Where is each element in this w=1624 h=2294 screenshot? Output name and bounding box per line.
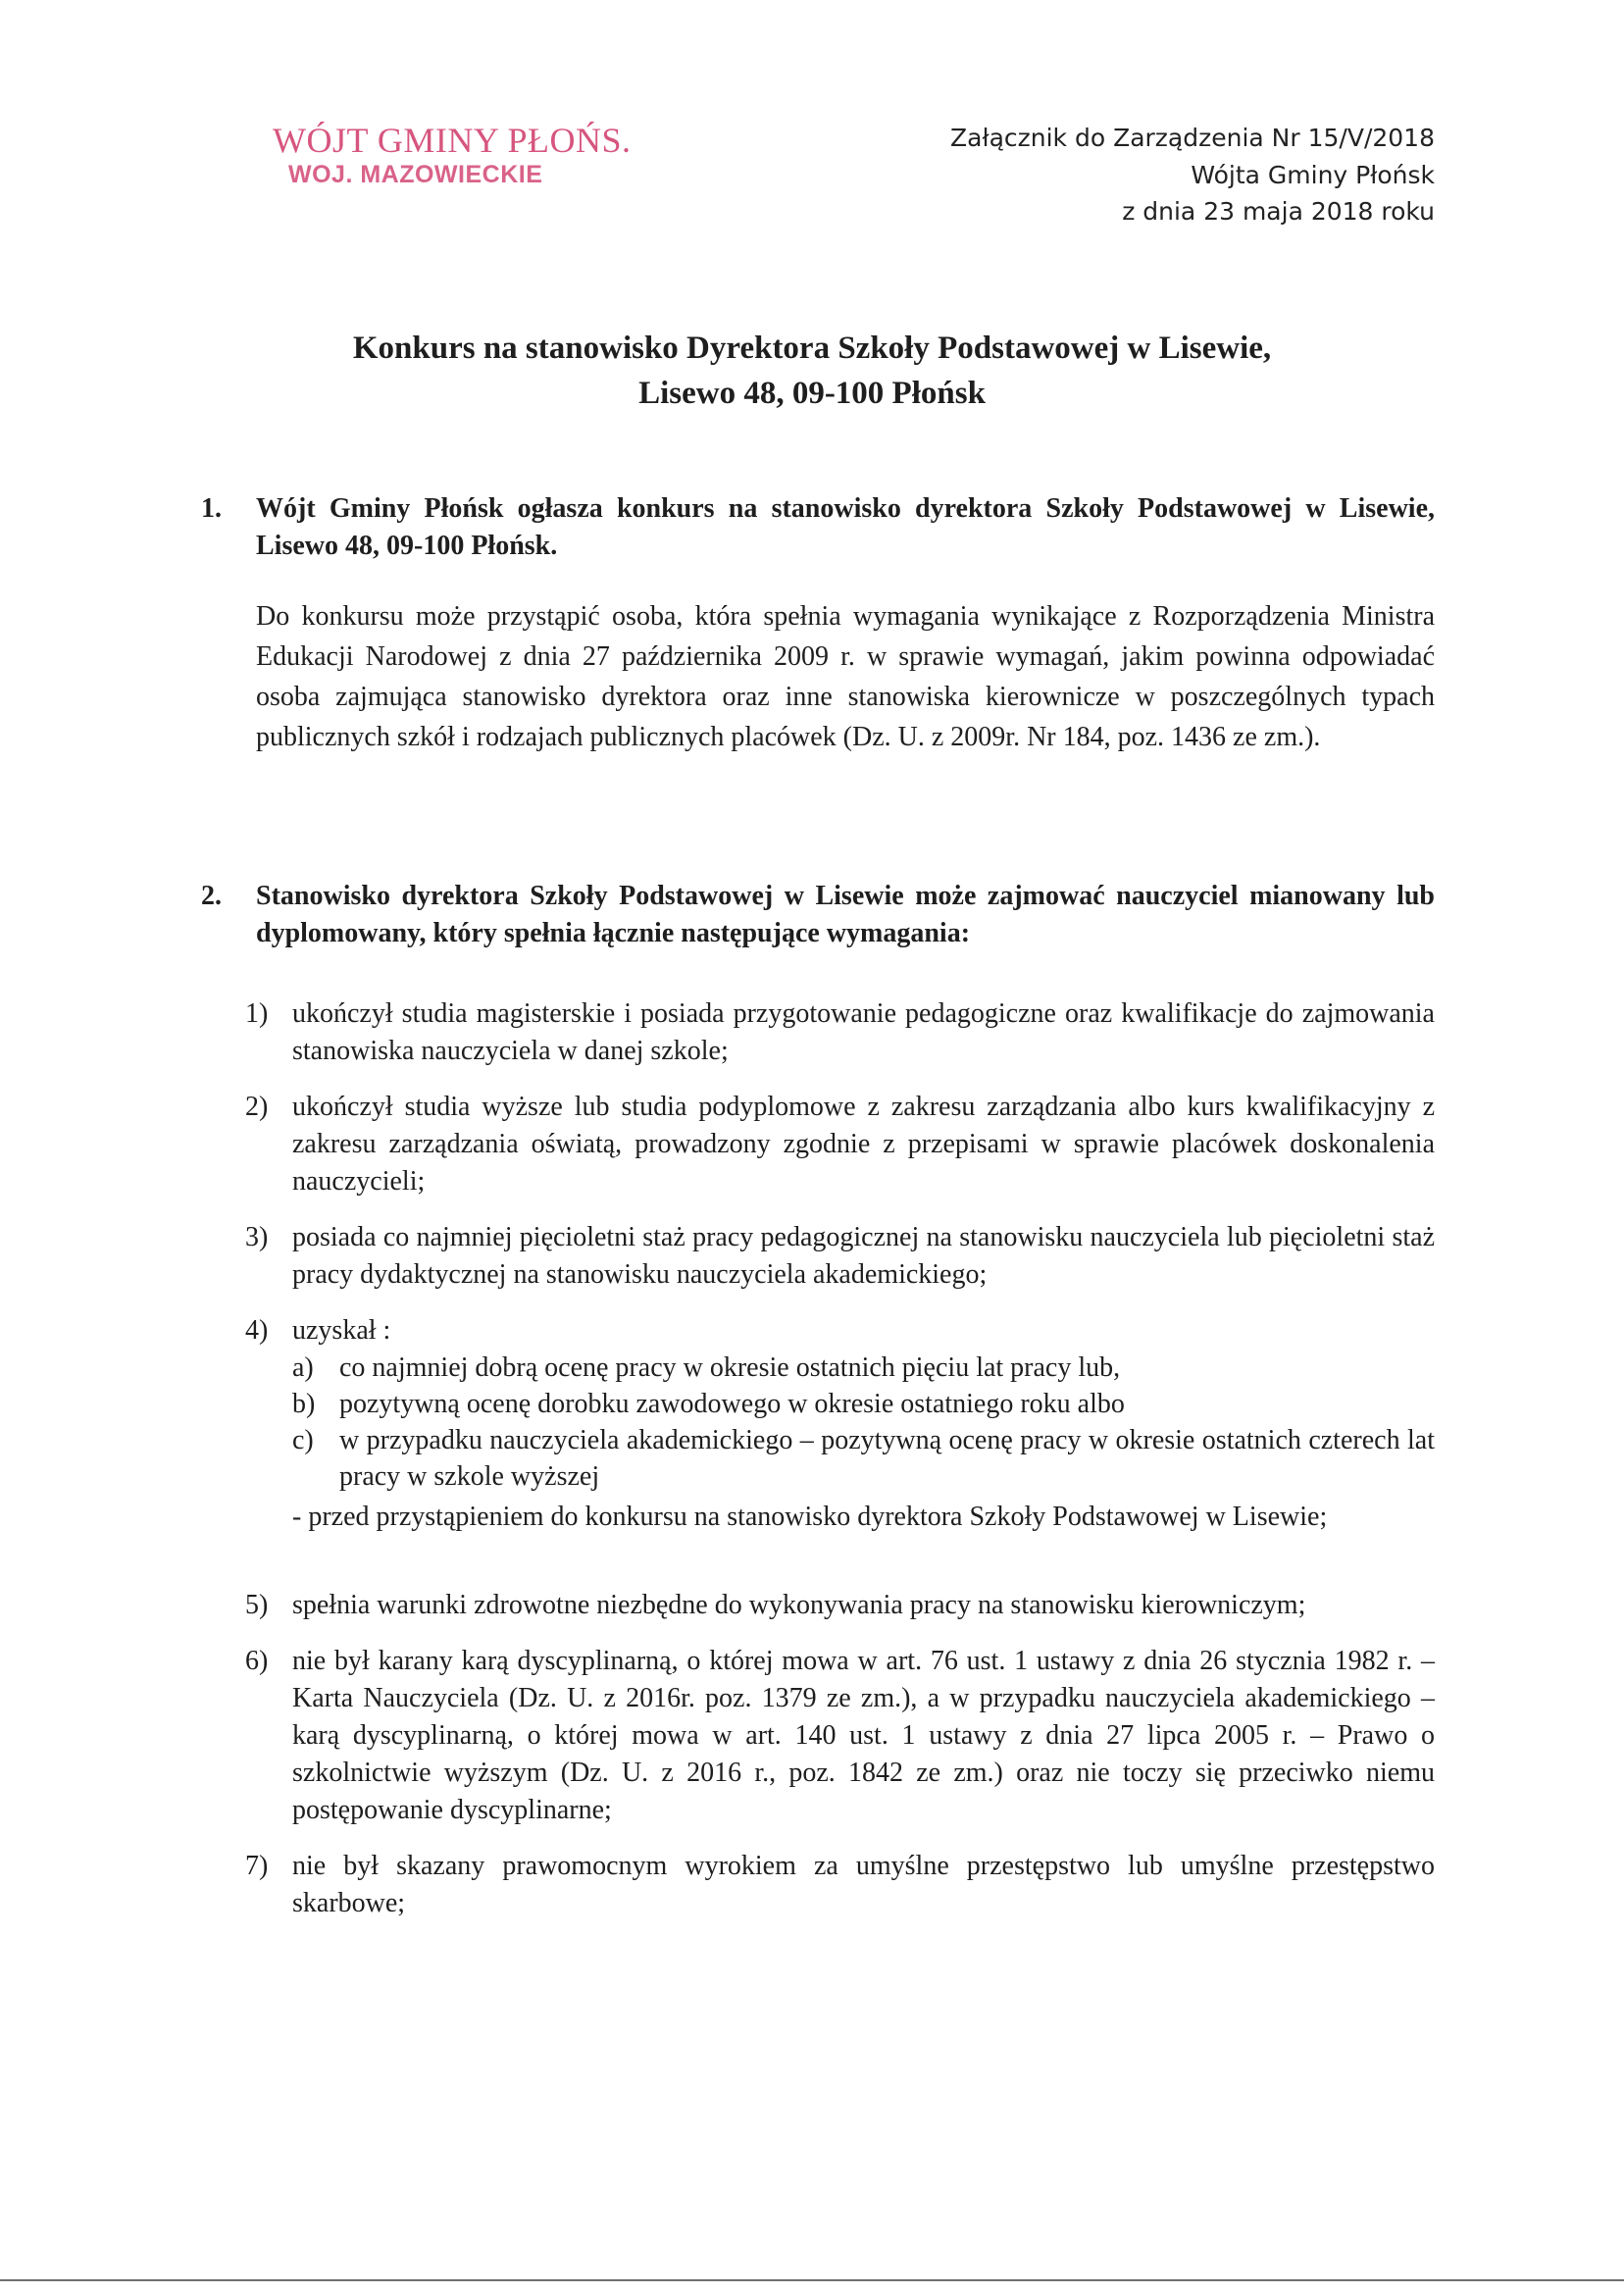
item-number: 3) [245, 1222, 269, 1252]
section-2 [201, 878, 1435, 952]
item-text: ukończył studia magisterskie i posiada przygotowanie pedagogiczne oraz kwalifikacje do zajmowania stanowiska nauczyciela w danej szkole; [292, 998, 1435, 1066]
section-heading: Wójt Gminy Płońsk ogłasza konkurs na stanowisko dyrektora Szkoły Podstawowej w Lisewie, Lisewo 48, 09-100 Płońsk. [256, 493, 1435, 561]
annex-line-date: z dnia 23 maja 2018 roku [1122, 197, 1435, 226]
item-tail-text: - przed przystąpieniem do konkursu na stanowisko dyrektora Szkoły Podstawowej w Lisewie; [292, 1502, 1328, 1532]
sub-item [292, 1422, 1435, 1495]
stamp-line-office: WÓJT GMINY PŁOŃS. [273, 121, 632, 160]
sub-item-text: w przypadku nauczyciela akademickiego – pozytywną ocenę pracy w okresie ostatnich czterech lat pracy w szkole wyższej [339, 1425, 1435, 1492]
official-stamp [273, 120, 632, 188]
item-text: nie był skazany prawomocnym wyrokiem za umyślne przestępstwo lub umyślne przestępstwo skarbowe; [292, 1851, 1435, 1918]
item-text: spełnia warunki zdrowotne niezbędne do wykonywania pracy na stanowisku kierowniczym; [292, 1590, 1306, 1620]
sub-item-letter: b) [292, 1389, 316, 1419]
item-number: 4) [245, 1315, 269, 1346]
annex-line-issuer: Wójta Gminy Płońsk [1191, 160, 1435, 189]
list-item [245, 1089, 1435, 1200]
list-item [245, 995, 1435, 1070]
title-line-2: Lisewo 48, 09-100 Płońsk [638, 376, 986, 411]
annex-line-ordinance: Załącznik do Zarządzenia Nr 15/V/2018 [950, 124, 1435, 152]
item-text: ukończył studia wyższe lub studia podyplomowe z zakresu zarządzania albo kurs kwalifikacyjny z zakresu zarządzania oświatą, prowadzony zgodnie z przepisami w sprawie placówek doskonalenia nauczycieli; [292, 1092, 1435, 1197]
sub-item [292, 1350, 1435, 1386]
item-number: 7) [245, 1851, 269, 1881]
item-text: posiada co najmniej pięcioletni staż pracy pedagogicznej na stanowisku nauczyciela lub pięcioletni staż pracy dydaktycznej na stanowisku nauczyciela akademickiego; [292, 1222, 1435, 1290]
section-number: 2. [201, 881, 222, 911]
item-number: 6) [245, 1646, 269, 1676]
item-text: nie był karany karą dyscyplinarną, o której mowa w art. 76 ust. 1 ustawy z dnia 26 stycznia 1982 r. – Karta Nauczyciela (Dz. U. z 2016r. poz. 1379 ze zm.), a w przypadku nauczyciela akademickiego – karą dyscyplinarną, o której mowa w art. 140 ust. 1 ustawy z dnia 27 lipca 2005 r. – Prawo o szkolnictwie wyższym (Dz. U. z 2016 r., poz. 1842 ze zm.) oraz nie toczy się przeciwko niemu postępowanie dyscyplinarne; [292, 1646, 1435, 1825]
item-number: 2) [245, 1092, 269, 1122]
sub-item-text: pozytywną ocenę dorobku zawodowego w okresie ostatniego roku albo [339, 1389, 1125, 1419]
stamp-line-province: WOJ. MAZOWIECKIE [288, 161, 543, 188]
section-number: 1. [201, 493, 222, 524]
list-item [245, 1848, 1435, 1922]
section-paragraph: Do konkursu może przystąpić osoba, która spełnia wymagania wynikające z Rozporządzenia Ministra Edukacji Narodowej z dnia 27 października 2009 r. w sprawie wymagań, jakim powinna odpowiadać osoba zajmująca stanowisko dyrektora oraz inne stanowiska kierownicze w poszczególnych typach publicznych szkół i rodzajach publicznych placówek (Dz. U. z 2009r. Nr 184, poz. 1436 ze zm.). [256, 601, 1435, 752]
list-item [245, 1643, 1435, 1829]
section-1 [201, 490, 1435, 757]
page-bottom-edge [0, 2279, 1624, 2281]
sub-item-letter: c) [292, 1425, 314, 1455]
list-item [245, 1219, 1435, 1294]
sub-item-text: co najmniej dobrą ocenę pracy w okresie ostatnich pięciu lat pracy lub, [339, 1352, 1121, 1383]
item-text: uzyskał : [292, 1315, 391, 1346]
item-number: 1) [245, 998, 269, 1029]
annex-reference [950, 120, 1435, 230]
sub-item [292, 1386, 1435, 1422]
title-line-1: Konkurs na stanowisko Dyrektora Szkoły Podstawowej w Lisewie, [352, 331, 1272, 366]
list-item [245, 1312, 1435, 1536]
section-heading: Stanowisko dyrektora Szkoły Podstawowej w Lisewie może zajmować nauczyciel mianowany lub dyplomowany, który spełnia łącznie następujące wymagania: [256, 881, 1435, 948]
sub-item-letter: a) [292, 1352, 314, 1383]
requirements-list [245, 995, 1435, 1941]
list-item [245, 1587, 1435, 1624]
item-number: 5) [245, 1590, 269, 1620]
document-title [0, 326, 1624, 416]
